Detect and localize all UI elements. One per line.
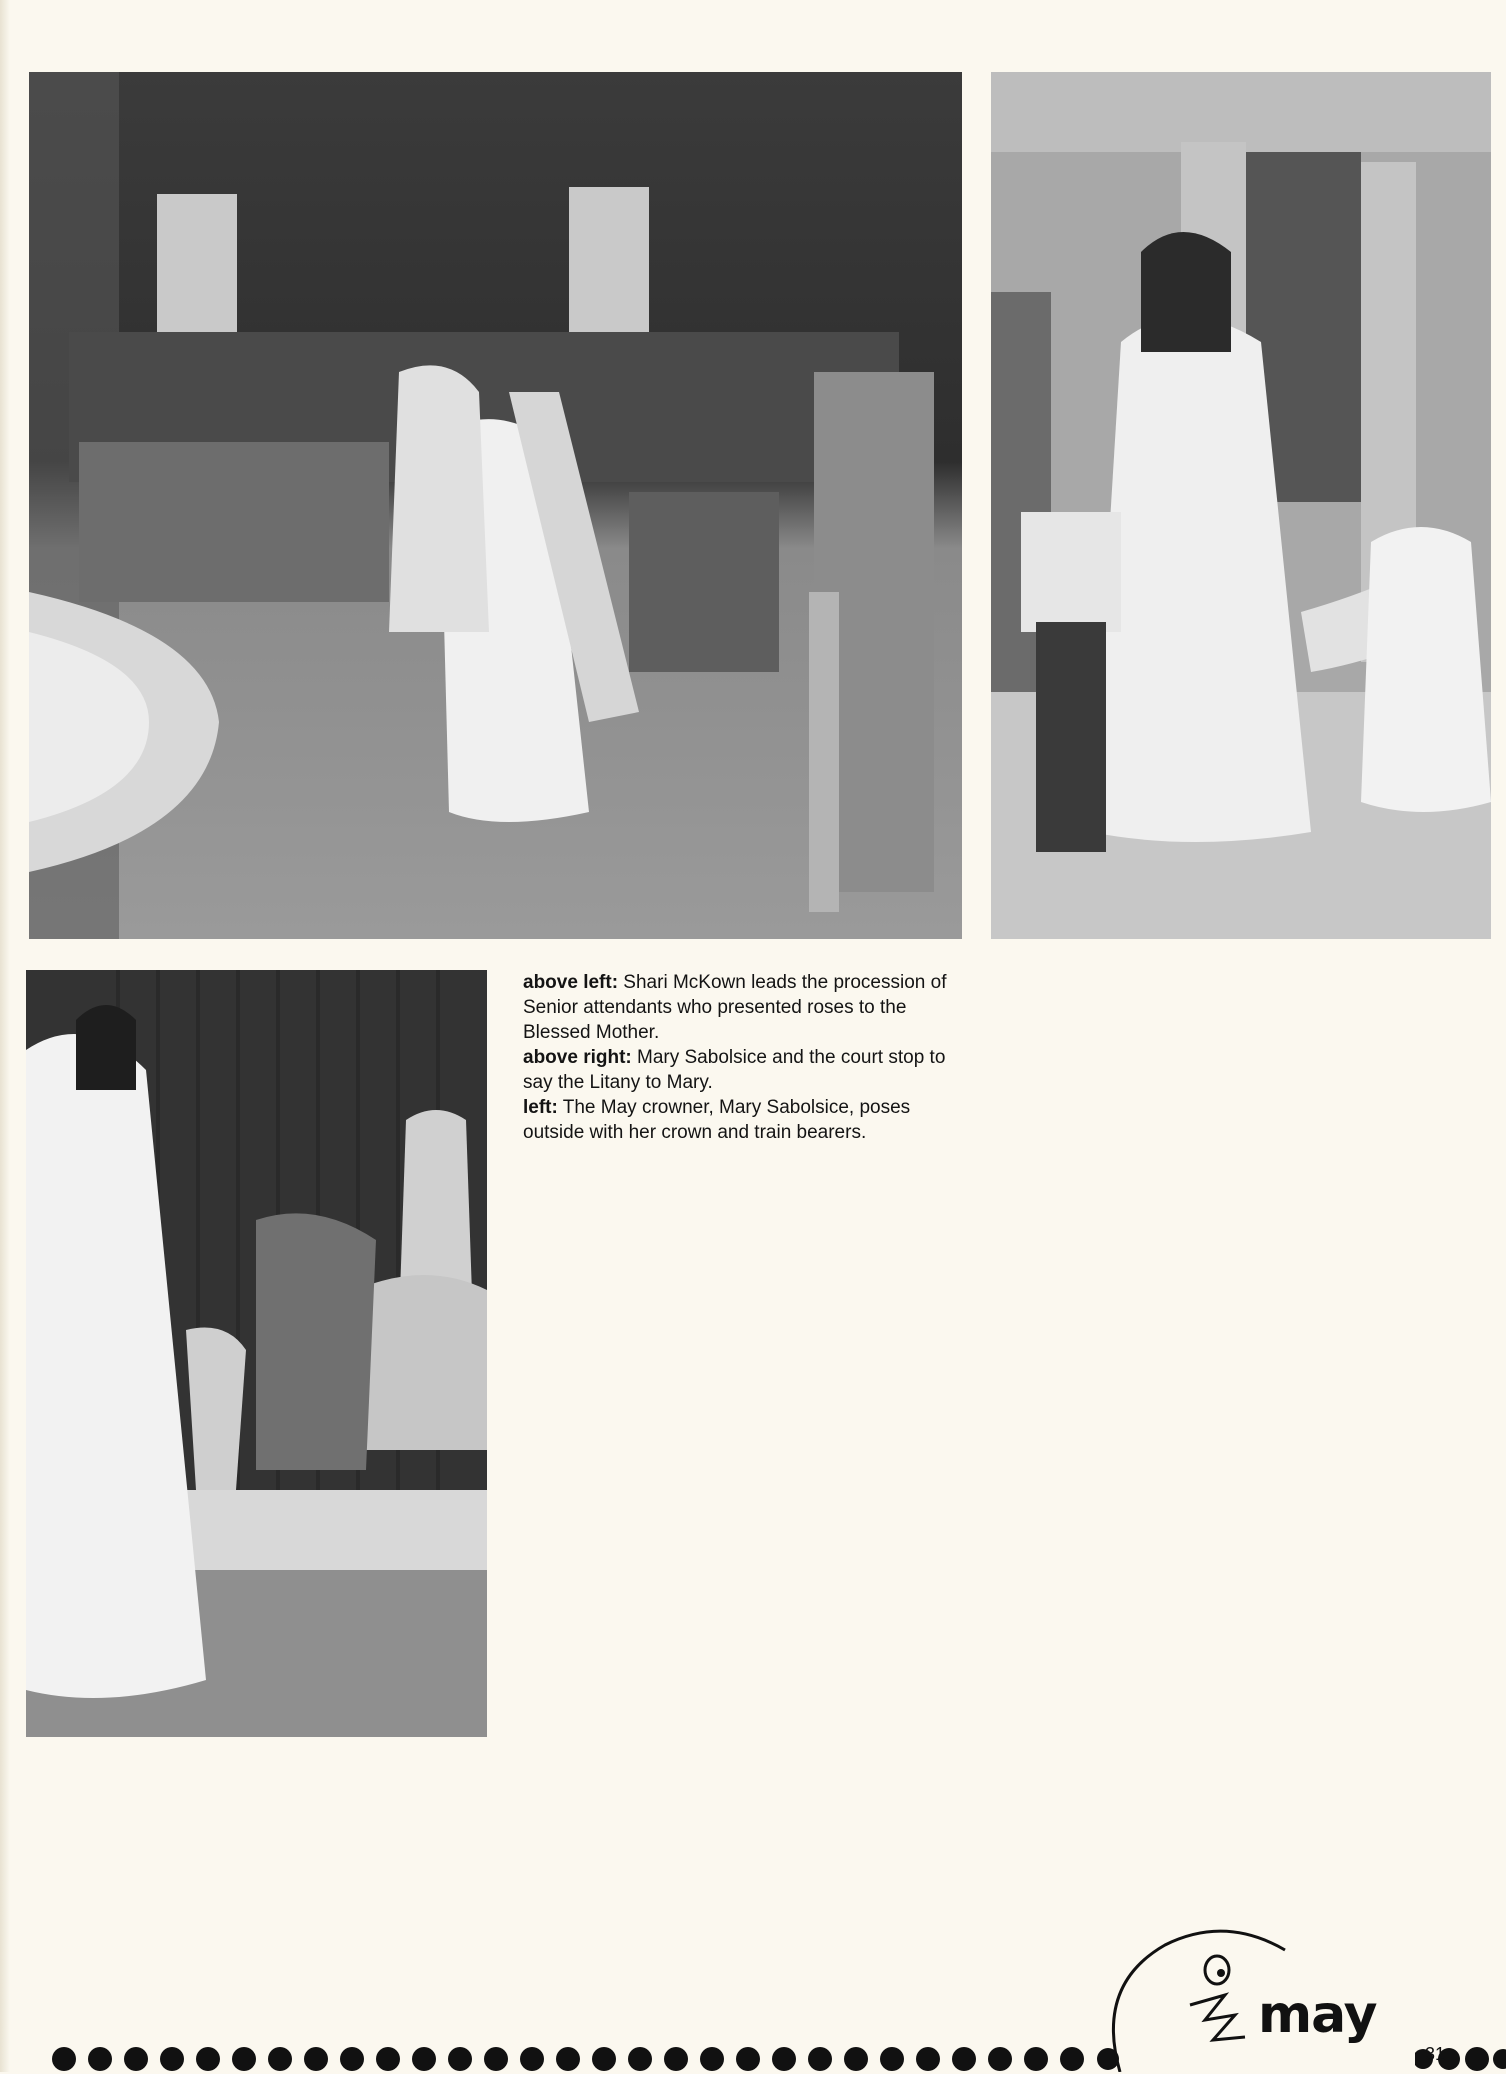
footer-dot-row-left bbox=[50, 2044, 1130, 2074]
altar-photo bbox=[26, 970, 487, 1737]
caption-text: The May crowner, Mary Sabolsice, poses outside with her crown and train bearers. bbox=[523, 1097, 911, 1143]
photo-caption bbox=[523, 970, 963, 1145]
caption-lead: above left: bbox=[523, 972, 619, 993]
caption-above-right bbox=[523, 1045, 963, 1095]
caption-above-left bbox=[523, 970, 963, 1045]
caption-lead: above right: bbox=[523, 1047, 632, 1068]
caption-left bbox=[523, 1095, 963, 1145]
caption-text: Shari McKown leads the procession of Senior attendants who presented roses to the Blessed Mother. bbox=[523, 972, 947, 1043]
page-number: 31 bbox=[1425, 2044, 1446, 2064]
month-logo-text: may bbox=[1258, 1985, 1377, 2045]
caption-text: Mary Sabolsice and the court stop to say the Litany to Mary. bbox=[523, 1047, 946, 1093]
outside-photo bbox=[991, 72, 1491, 939]
procession-photo bbox=[29, 72, 962, 939]
caption-lead: left: bbox=[523, 1097, 558, 1118]
page-edge-shadow bbox=[0, 0, 10, 2072]
